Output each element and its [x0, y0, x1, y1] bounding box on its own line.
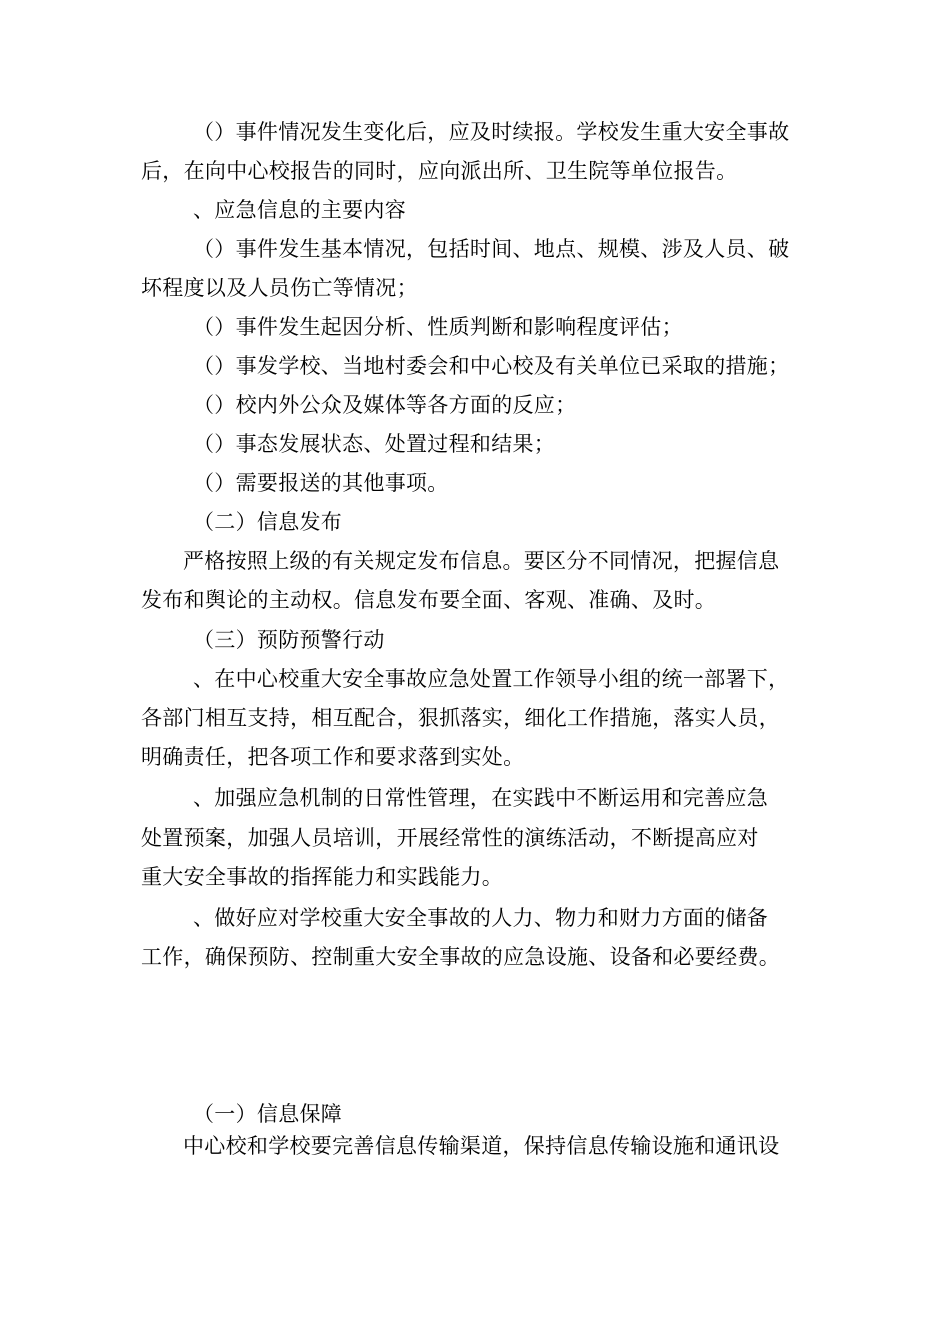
section-heading: （一）信息保障 — [193, 1102, 343, 1126]
paragraph-line: 各部门相互支持，相互配合，狠抓落实，细化工作措施，落实人员， — [141, 706, 780, 730]
paragraph-line: （）事件发生基本情况，包括时间、地点、规模、涉及人员、破 — [193, 237, 790, 261]
paragraph-line: 明确责任，把各项工作和要求落到实处。 — [141, 745, 525, 769]
list-item: （）事态发展状态、处置过程和结果； — [193, 432, 556, 456]
section-heading: （三）预防预警行动 — [193, 628, 385, 652]
paragraph-line: （）事件情况发生变化后，应及时续报。学校发生重大安全事故 — [193, 120, 790, 144]
paragraph-line: 、在中心校重大安全事故应急处置工作领导小组的统一部署下， — [193, 667, 790, 691]
paragraph-line: 重大安全事故的指挥能力和实践能力。 — [141, 865, 504, 889]
list-item: （）校内外公众及媒体等各方面的反应； — [193, 393, 577, 417]
paragraph-line: 、加强应急机制的日常性管理，在实践中不断运用和完善应急 — [193, 786, 769, 810]
paragraph-line: 坏程度以及人员伤亡等情况； — [141, 276, 418, 300]
paragraph-line: 处置预案，加强人员培训，开展经常性的演练活动，不断提高应对 — [141, 826, 759, 850]
paragraph-line: 中心校和学校要完善信息传输渠道，保持信息传输设施和通讯设 — [183, 1134, 780, 1158]
paragraph-line: 严格按照上级的有关规定发布信息。要区分不同情况，把握信息 — [183, 549, 780, 573]
paragraph-line: 后，在向中心校报告的同时，应向派出所、卫生院等单位报告。 — [141, 159, 738, 183]
section-heading: 、应急信息的主要内容 — [193, 198, 406, 222]
paragraph-line: 发布和舆论的主动权。信息发布要全面、客观、准确、及时。 — [141, 588, 717, 612]
paragraph-line: 、做好应对学校重大安全事故的人力、物力和财力方面的储备 — [193, 906, 769, 930]
list-item: （）事发学校、当地村委会和中心校及有关单位已采取的措施； — [193, 354, 790, 378]
list-item: （）事件发生起因分析、性质判断和影响程度评估； — [193, 315, 683, 339]
section-heading: （二）信息发布 — [193, 510, 343, 534]
paragraph-line: 工作，确保预防、控制重大安全事故的应急设施、设备和必要经费。 — [141, 945, 780, 969]
list-item: （）需要报送的其他事项。 — [193, 471, 449, 495]
